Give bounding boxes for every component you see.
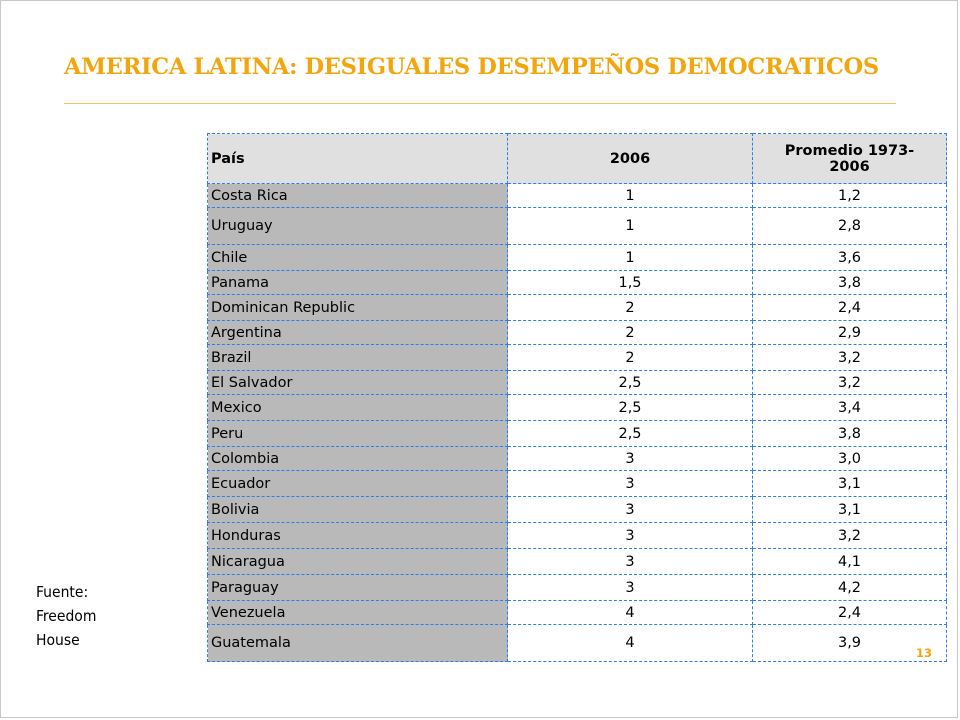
slide-title: AMERICA LATINA: DESIGUALES DESEMPEÑOS DEMOCRATICOS — [64, 54, 879, 80]
cell-2006: 3 — [508, 471, 753, 497]
header-average — [753, 134, 947, 184]
cell-country: Peru — [208, 421, 508, 447]
cell-average: 1,2 — [753, 184, 947, 208]
cell-country: Ecuador — [208, 471, 508, 497]
cell-average: 3,8 — [753, 421, 947, 447]
header-2006: 2006 — [508, 134, 753, 184]
cell-country: Argentina — [208, 321, 508, 345]
cell-country: Brazil — [208, 345, 508, 371]
cell-average: 3,6 — [753, 245, 947, 271]
table-row — [208, 421, 947, 447]
cell-average: 3,0 — [753, 447, 947, 471]
cell-2006: 3 — [508, 575, 753, 601]
cell-average: 4,1 — [753, 549, 947, 575]
table-row — [208, 471, 947, 497]
cell-average: 3,2 — [753, 523, 947, 549]
cell-country: Mexico — [208, 395, 508, 421]
cell-country: Venezuela — [208, 601, 508, 625]
table-row — [208, 395, 947, 421]
cell-country: Uruguay — [208, 208, 508, 245]
cell-country: Paraguay — [208, 575, 508, 601]
table-row — [208, 208, 947, 245]
title-divider — [64, 103, 896, 104]
cell-2006: 2,5 — [508, 371, 753, 395]
table-row — [208, 184, 947, 208]
table-row — [208, 601, 947, 625]
cell-average: 2,8 — [753, 208, 947, 245]
source-line: Fuente: — [36, 583, 89, 601]
cell-2006: 2 — [508, 295, 753, 321]
cell-2006: 1 — [508, 184, 753, 208]
source-line: House — [36, 631, 80, 649]
table-row — [208, 321, 947, 345]
table-row — [208, 497, 947, 523]
cell-2006: 2,5 — [508, 421, 753, 447]
cell-2006: 3 — [508, 523, 753, 549]
cell-2006: 2 — [508, 345, 753, 371]
cell-2006: 4 — [508, 601, 753, 625]
source-note — [36, 580, 136, 652]
table-row — [208, 625, 947, 662]
cell-average: 3,4 — [753, 395, 947, 421]
cell-country: El Salvador — [208, 371, 508, 395]
cell-average: 2,4 — [753, 601, 947, 625]
table-row — [208, 295, 947, 321]
cell-country: Costa Rica — [208, 184, 508, 208]
header-average-line2: 2006 — [829, 158, 870, 175]
cell-country: Dominican Republic — [208, 295, 508, 321]
cell-country: Bolivia — [208, 497, 508, 523]
cell-average: 4,2 — [753, 575, 947, 601]
table-row — [208, 371, 947, 395]
cell-average: 3,2 — [753, 371, 947, 395]
cell-country: Nicaragua — [208, 549, 508, 575]
cell-2006: 2 — [508, 321, 753, 345]
table-row — [208, 245, 947, 271]
cell-country: Panama — [208, 271, 508, 295]
header-country: País — [208, 134, 508, 184]
cell-2006: 3 — [508, 497, 753, 523]
table-container — [207, 133, 947, 662]
cell-country: Guatemala — [208, 625, 508, 662]
cell-average: 3,1 — [753, 471, 947, 497]
democracy-table — [207, 133, 947, 662]
cell-average: 3,1 — [753, 497, 947, 523]
table-row — [208, 575, 947, 601]
table-row — [208, 447, 947, 471]
table-header-row — [208, 134, 947, 184]
table-body — [208, 184, 947, 662]
cell-average: 3,2 — [753, 345, 947, 371]
cell-average: 3,8 — [753, 271, 947, 295]
cell-country: Colombia — [208, 447, 508, 471]
cell-average: 2,9 — [753, 321, 947, 345]
source-line: Freedom — [36, 607, 97, 625]
table-row — [208, 523, 947, 549]
header-average-line1: Promedio 1973- — [784, 142, 915, 159]
table-row — [208, 345, 947, 371]
cell-country: Chile — [208, 245, 508, 271]
cell-2006: 4 — [508, 625, 753, 662]
cell-2006: 2,5 — [508, 395, 753, 421]
cell-average: 3,9 — [753, 625, 947, 662]
cell-2006: 3 — [508, 447, 753, 471]
page-number: 13 — [916, 646, 933, 660]
cell-2006: 1,5 — [508, 271, 753, 295]
table-row — [208, 271, 947, 295]
cell-2006: 1 — [508, 208, 753, 245]
cell-2006: 3 — [508, 549, 753, 575]
table-row — [208, 549, 947, 575]
cell-average: 2,4 — [753, 295, 947, 321]
cell-country: Honduras — [208, 523, 508, 549]
cell-2006: 1 — [508, 245, 753, 271]
